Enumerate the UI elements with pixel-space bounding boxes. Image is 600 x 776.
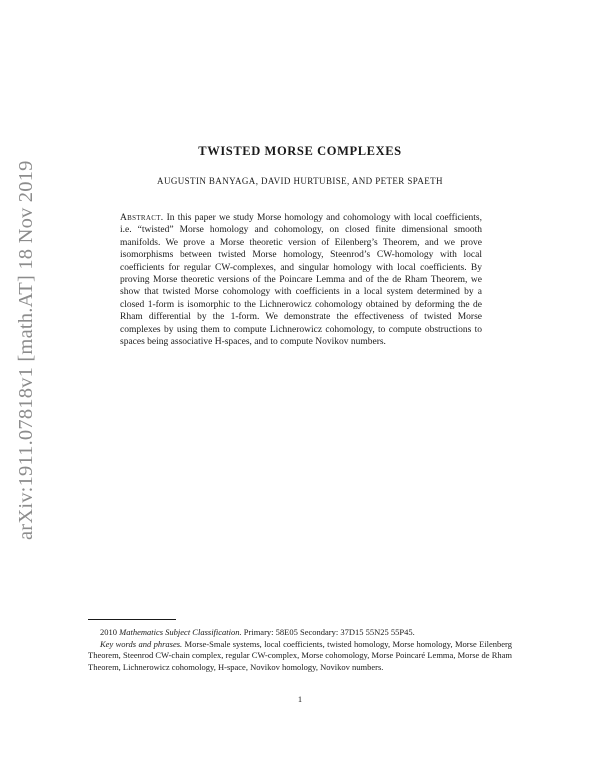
msc-label: Mathematics Subject Classification.: [119, 627, 242, 637]
abstract-heading: Abstract.: [120, 213, 164, 223]
footnote-rule: [88, 619, 176, 620]
abstract-text: In this paper we study Morse homology and cohomology with local coefficients, i.e. “twisted” Morse homology and cohomology, on closed finite dimensional smooth manifolds. We prove a Morse theoretic version of Eilenberg’s Theorem, and we prove isomorphisms between twisted Morse homology, Steenrod’s CW-homology with local coefficients for regular CW-complexes, and singular homology with local coefficients. By proving Morse theoretic versions of the Poincare Lemma and of the de Rham Theorem, we show that twisted Morse cohomology with coefficients in a local system determined by a closed 1-form is isomorphic to the Lichnerowicz cohomology obtained by deforming the de Rham differential by the 1-form. We demonstrate the effectiveness of twisted Morse complexes by using them to compute Lichnerowicz cohomology, to compute obstructions to spaces being associative H-spaces, and to compute Novikov numbers.: [120, 213, 482, 348]
paper-authors: AUGUSTIN BANYAGA, DAVID HURTUBISE, AND PETER SPAETH: [157, 176, 443, 186]
footnotes: [88, 627, 512, 673]
abstract: [120, 212, 482, 348]
msc-year: 2010: [100, 627, 120, 637]
keywords-label: Key words and phrases.: [100, 638, 183, 649]
page-number: 1: [297, 694, 303, 704]
msc-codes: Primary: 58E05 Secondary: 37D15 55N25 55P45.: [241, 627, 415, 637]
msc-classification: [88, 627, 512, 639]
keywords-text: Morse-Smale systems, local coefficients, twisted homology, Morse homology, Morse Eilenberg Theorem, Steenrod CW-chain complex, regular CW-complex, Morse cohomology, Morse Poincaré Lemma, Morse de Rham Theorem, Lichnerowicz cohomology, H-space, Novikov homology, Novikov numbers.: [88, 638, 512, 672]
paper-title: TWISTED MORSE COMPLEXES: [198, 144, 402, 158]
keywords: [88, 639, 512, 674]
arxiv-identifier-stamp: arXiv:1911.07818v1 [math.AT] 18 Nov 2019: [15, 160, 37, 540]
